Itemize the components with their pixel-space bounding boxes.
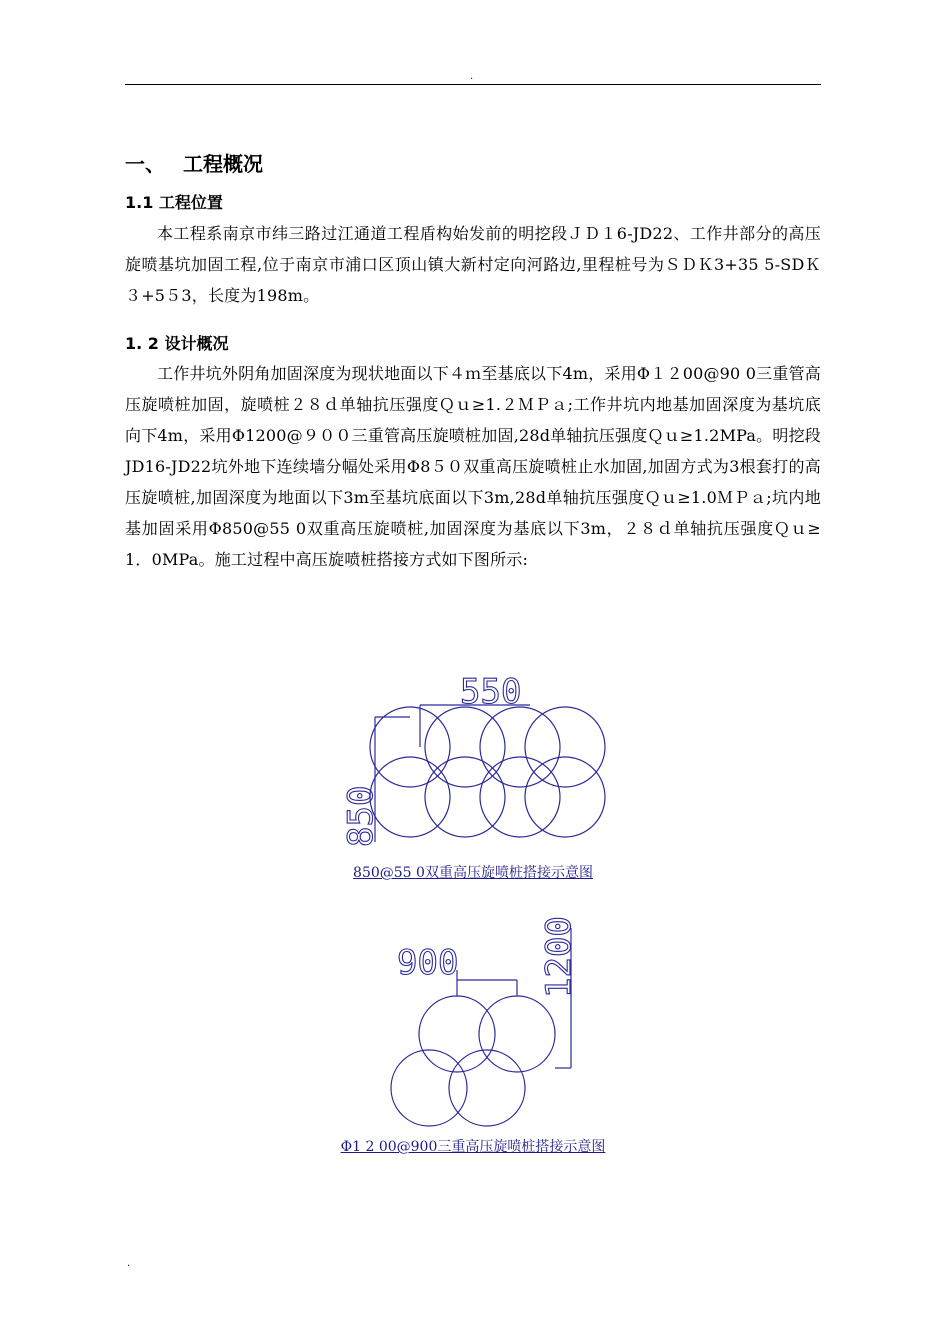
- pile-circle: [391, 1050, 467, 1126]
- dimension-label-850: 850: [341, 785, 381, 847]
- pile-circle: [480, 707, 560, 787]
- figure1-caption: 850@55 0双重高压旋喷桩搭接示意图: [353, 865, 593, 881]
- pile-circle: [370, 757, 450, 837]
- footer-mark: .: [127, 1258, 131, 1269]
- section-title: 工程概况: [183, 152, 263, 176]
- subsection-heading-location: 1.1 工程位置: [125, 193, 223, 212]
- pile-circle: [419, 996, 495, 1072]
- pile-circle: [425, 707, 505, 787]
- dimension-label-550: 550: [460, 672, 522, 712]
- header-rule: [125, 84, 821, 85]
- pile-circle: [525, 707, 605, 787]
- figure2-caption: Φ1 2 00@900三重高压旋喷桩搭接示意图: [340, 1139, 606, 1155]
- pile-circle: [480, 757, 560, 837]
- pile-circle: [525, 757, 605, 837]
- figure-850-overlap-diagram: [320, 672, 620, 852]
- pile-circle: [425, 757, 505, 837]
- subsection-heading-design: 1. 2 设计概况: [125, 334, 229, 353]
- pile-circle: [370, 707, 450, 787]
- dimension-label-1200: 1200: [539, 916, 579, 998]
- section-number: 一、: [125, 152, 165, 176]
- section-heading: [125, 148, 263, 177]
- paragraph-design: 工作井坑外阴角加固深度为现状地面以下４ｍ至基底以下4m，采用Φ１２00@90 0三重管高压旋喷桩加固，旋喷桩２８ｄ单轴抗压强度Ｑｕ≥1.２ＭＰａ;工作井坑内地基加固深度为基坑底向下4m，采用Φ1200@９００三重管高压旋喷桩加固,28d单轴抗压强度Ｑｕ≥1.2MPa。明挖段JD16-JD22坑外地下连续墙分幅处采用Φ8５０双重高压旋喷桩止水加固,加固方式为3根套打的高压旋喷桩,加固深度为地面以下3m至基坑底面以下3m,28d单轴抗压强度Ｑｕ≥1.0ＭＰａ;坑内地基加固采用Φ850@55 0双重高压旋喷桩,加固深度为基底以下3m，２８ｄ单轴抗压强度Ｑｕ≥1．0MPa。施工过程中高压旋喷桩搭接方式如下图所示:: [125, 364, 821, 569]
- paragraph-location: 本工程系南京市纬三路过江通道工程盾构始发前的明挖段ＪＤ１6-JD22、工作井部分的高压旋喷基坑加固工程,位于南京市浦口区顶山镇大新村定向河路边,里程桩号为ＳＤＫ3+35 5-SDＫ３+5５3，长度为198m。: [125, 224, 821, 305]
- pile-circle: [449, 1050, 525, 1126]
- dimension-label-900: 900: [397, 943, 459, 983]
- pile-circle: [479, 996, 555, 1072]
- header-mark: .: [470, 71, 474, 82]
- figure-1200-overlap-diagram: [385, 908, 585, 1128]
